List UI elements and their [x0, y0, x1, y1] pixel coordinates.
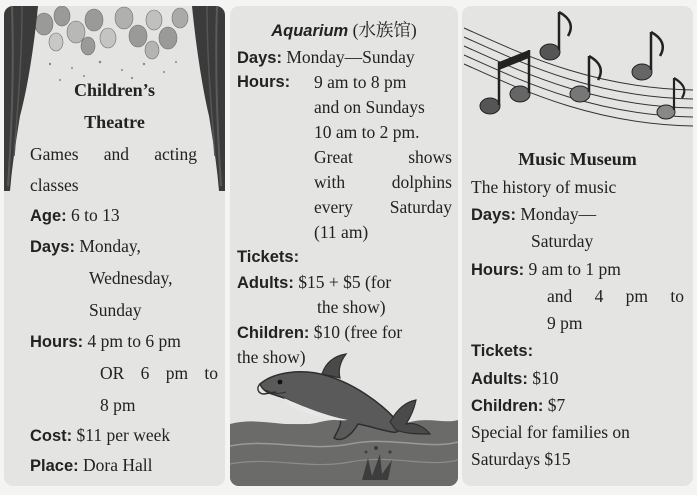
days-label: Days: [471, 206, 516, 224]
aquarium-hours-line1: 9 am to 8 pm [314, 72, 407, 92]
music-hours: Hours: 9 am to 1 pm [471, 259, 621, 279]
music-tickets-label: Tickets: [471, 342, 534, 360]
children-label: Children: [237, 324, 310, 342]
theatre-age [30, 204, 120, 227]
balloons-icon [35, 6, 188, 59]
hours-label: Hours: [30, 333, 84, 351]
theatre-place: Place: Dora Hall [30, 455, 153, 475]
aquarium-hours-line6: every Saturday [314, 197, 452, 217]
hours-label: Hours: [471, 261, 525, 279]
age-label: Age: [30, 207, 67, 225]
aquarium-hours-line7: (11 am) [314, 222, 369, 242]
theatre-hours-line3: 8 pm [100, 395, 136, 415]
music-museum-card [462, 6, 693, 486]
aquarium-card [230, 6, 458, 486]
aquarium-hours-line5: with dolphins [314, 172, 452, 192]
childrens-theatre-card [4, 6, 225, 486]
theatre-title-line1: Children’s [73, 80, 156, 100]
days-label: Days: [30, 238, 75, 256]
aquarium-tickets-label: Tickets: [237, 248, 300, 266]
days-label: Days: [237, 49, 282, 67]
adults-label: Adults: [237, 274, 294, 292]
aquarium-hours-label: Hours: [237, 73, 291, 91]
music-hours-line2: and 4 pm to [547, 286, 684, 306]
theatre-hours-line2: OR 6 pm to [100, 363, 218, 383]
aquarium-children-line2: the show) [237, 347, 306, 367]
adults-label: Adults: [471, 370, 528, 388]
theatre-description-line1: Games and acting [30, 144, 197, 164]
theatre-cost: Cost: $11 per week [30, 425, 171, 445]
place-label: Place: [30, 457, 79, 475]
theatre-description-line2: classes [30, 175, 79, 195]
music-description: The history of music [471, 177, 617, 197]
music-special-line1: Special for families on [471, 422, 630, 442]
children-label: Children: [471, 397, 544, 415]
aquarium-title [230, 19, 458, 42]
aquarium-days: Days: Monday—Sunday [237, 47, 415, 67]
music-special-line2: Saturdays $15 [471, 449, 571, 469]
theatre-hours: Hours: 4 pm to 6 pm [30, 331, 181, 351]
music-notes-icon [480, 12, 684, 119]
music-notes-illustration [462, 6, 693, 146]
age-value: 6 to 13 [71, 205, 120, 225]
aquarium-hours-line3: 10 am to 2 pm. [314, 122, 420, 142]
cost-label: Cost: [30, 427, 73, 445]
aquarium-title-chinese: (水族馆) [352, 20, 417, 40]
music-hours-line3: 9 pm [547, 313, 583, 333]
aquarium-adults: Adults: $15 + $5 (for [237, 272, 392, 292]
theatre-title-line2: Theatre [84, 112, 145, 132]
music-adults: Adults: $10 [471, 368, 559, 388]
music-days-line2: Saturday [531, 231, 594, 251]
aquarium-hours-line2: and on Sundays [314, 97, 425, 117]
aquarium-title-text: Aquarium [271, 22, 349, 40]
aquarium-children: Children: $10 (free for [237, 322, 403, 342]
music-days: Days: Monday— [471, 204, 597, 224]
aquarium-hours-line4: Great shows [314, 147, 452, 167]
theatre-days: Days: Monday, [30, 236, 141, 256]
music-title: Music Museum [518, 149, 637, 169]
music-children: Children: $7 [471, 395, 566, 415]
aquarium-adults-line2: the show) [317, 297, 386, 317]
theatre-days-line2: Wednesday, [89, 268, 173, 288]
theatre-days-line3: Sunday [89, 300, 142, 320]
